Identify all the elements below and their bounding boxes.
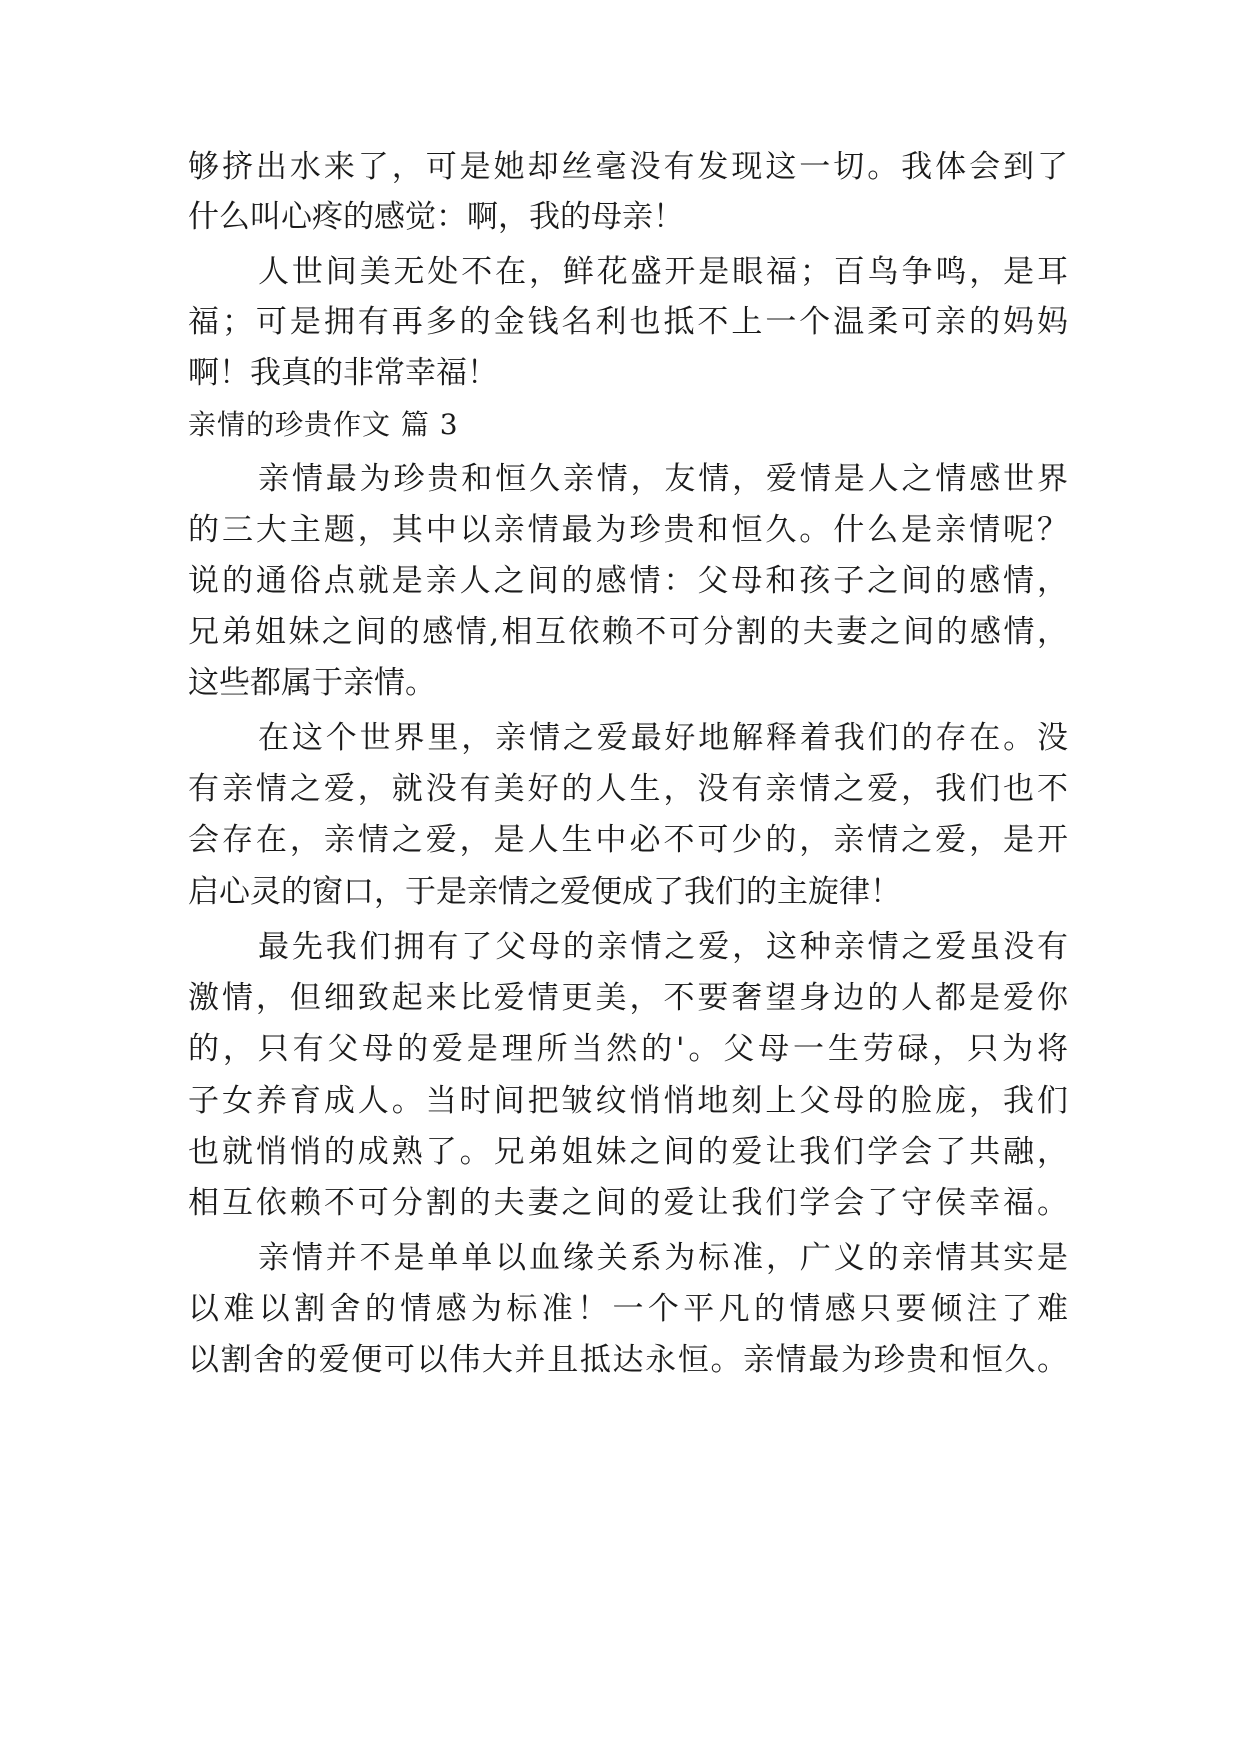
paragraph-line: 激情，但细致起来比爱情更美，不要奢望身边的人都是爱你: [188, 980, 1068, 1016]
paragraph-line: 也就悄悄的成熟了。兄弟姐妹之间的爱让我们学会了共融，: [188, 1134, 1068, 1170]
paragraph-line: 子女养育成人。当时间把皱纹悄悄地刻上父母的脸庞，我们: [188, 1083, 1068, 1119]
paragraph-line: 这些都属于亲情。: [188, 665, 436, 701]
section-title: 亲情的珍贵作文 篇 3: [188, 408, 459, 441]
paragraph-line: 人世间美无处不在，鲜花盛开是眼福；百鸟争鸣，是耳: [258, 254, 1068, 290]
paragraph-line: 以难以割舍的情感为标准！一个平凡的情感只要倾注了难: [188, 1291, 1068, 1327]
paragraph-line: 亲情并不是单单以血缘关系为标准，广义的亲情其实是: [258, 1240, 1068, 1276]
paragraph-line: 会存在，亲情之爱，是人生中必不可少的，亲情之爱，是开: [188, 822, 1068, 858]
paragraph-line: 最先我们拥有了父母的亲情之爱，这种亲情之爱虽没有: [258, 929, 1068, 965]
paragraph-line: 的三大主题，其中以亲情最为珍贵和恒久。什么是亲情呢？: [188, 512, 1068, 548]
paragraph-line: 兄弟姐妹之间的感情,相互依赖不可分割的夫妻之间的感情，: [188, 614, 1068, 650]
paragraph-line: 的，只有父母的爱是理所当然的'。父母一生劳碌，只为将: [188, 1031, 1068, 1067]
paragraph-line: 说的通俗点就是亲人之间的感情：父母和孩子之间的感情，: [188, 563, 1068, 599]
paragraph-line: 够挤出水来了，可是她却丝毫没有发现这一切。我体会到了: [188, 149, 1068, 185]
paragraph-line: 启心灵的窗口，于是亲情之爱便成了我们的主旋律！: [188, 874, 901, 910]
paragraph-line: 亲情最为珍贵和恒久亲情，友情，爱情是人之情感世界: [258, 461, 1068, 497]
paragraph-line: 什么叫心疼的感觉：啊，我的母亲！: [188, 199, 684, 235]
paragraph-line: 有亲情之爱，就没有美好的人生，没有亲情之爱，我们也不: [188, 771, 1068, 807]
paragraph-line: 福；可是拥有再多的金钱名利也抵不上一个温柔可亲的妈妈: [188, 304, 1068, 340]
paragraph-line: 啊！我真的非常幸福！: [188, 355, 498, 391]
paragraph-line: 相互依赖不可分割的夫妻之间的爱让我们学会了守侯幸福。: [188, 1185, 1068, 1221]
paragraph-line: 以割舍的爱便可以伟大并且抵达永恒。亲情最为珍贵和恒久。: [188, 1342, 1068, 1378]
paragraph-line: 在这个世界里，亲情之爱最好地解释着我们的存在。没: [258, 720, 1068, 756]
